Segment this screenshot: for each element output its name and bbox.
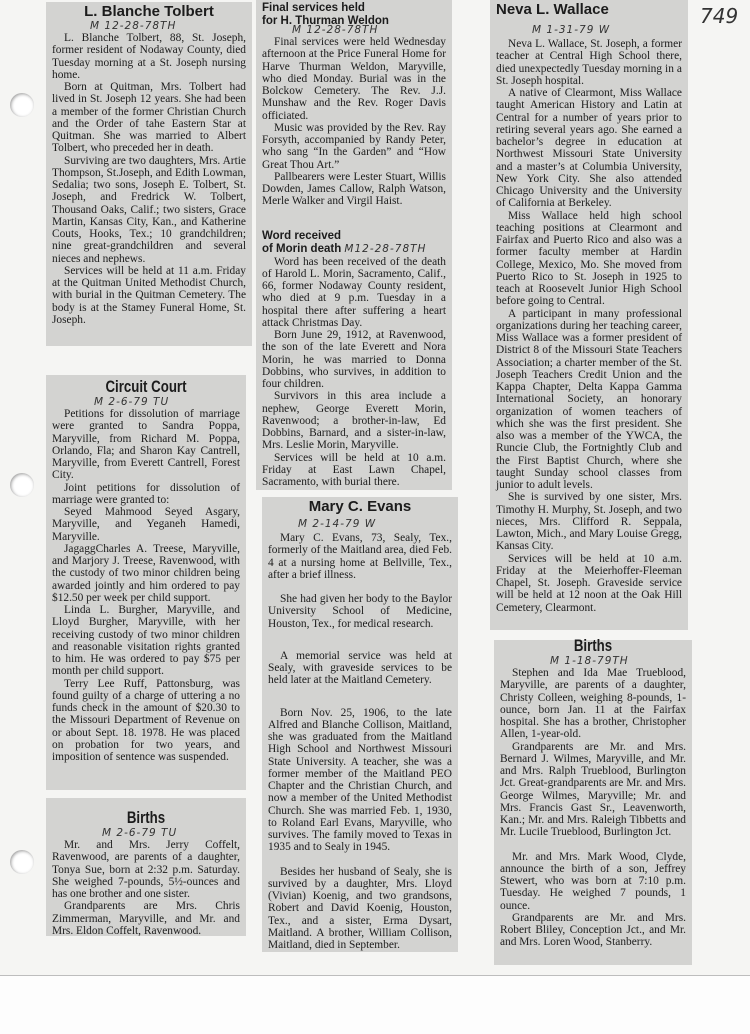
- paragraph: Born June 29, 1912, at Ravenwood, the son of the late Everett and Nora Morin, he was married to Donna Dobbins, who survives, in addition to four children.: [262, 329, 446, 390]
- paragraph: Final services were held Wednesday afternoon at the Price Funeral Home for Harve Thurman Weldon, Maryville, who died Monday. Burial was in the Bolckow Cemetery. The Rev. J.J. Munshaw and the Rev. Roger Davis officiated.: [262, 36, 446, 122]
- paragraph: Mr. and Mrs. Mark Wood, Clyde, announce the birth of a son, Jeffrey Stewert, who was born at 7:10 p.m. Tuesday. He weighed 7 pounds, 1 ounce.: [500, 850, 686, 912]
- paragraph: Pallbearers were Lester Stuart, Willis Dowden, James Callow, Ralph Watson, Merle Walker and Virgil Haist.: [262, 170, 446, 208]
- paragraph: Services will be held at 10 a.m. Friday at the Meierhoffer-Fleeman Chapel, St. Joseph. Graveside service will be held at 12 noon at the Oak Hill Cemetery, Clearmont.: [496, 552, 682, 614]
- paragraph: Services will be held at 10 a.m. Friday at East Lawn Chapel, Sacramento, with burial there.: [262, 451, 446, 488]
- paragraph: Grandparents are Mr. and Mrs. Robert Bliley, Conception Jct., and Mr. and Mrs. Loren Wood, Stanberry.: [500, 911, 686, 949]
- paragraph: Mary C. Evans, 73, Sealy, Tex., formerly of the Maitland area, died Feb. 4 at a nursing home at Bellville, Tex., after a brief illness.: [268, 532, 452, 581]
- clipping-circuit-court: [46, 375, 246, 790]
- paragraph: Seyed Mahmood Seyed Asgary, Maryville, and Yeganeh Hamedi, Maryville.: [52, 506, 240, 543]
- heading-line: of Morin death: [262, 242, 342, 255]
- clipping-heading: Circuit Court: [105, 377, 187, 396]
- paragraph: Besides her husband of Sealy, she is survived by a daughter, Mrs. Lloyd (Vivian) Koenig, and two grandsons, Robert and David Koenig, Houston, Tex., and a sister, Erma Dysart, Maitland. A brother, William Collison, Maitland, died in September.: [268, 865, 452, 951]
- paragraph: Survivors in this area include a nephew, George Everett Morin, Ravenwood; a brother-in-law, Ed Dobbins, Barnard, and a sister-in-law, Mrs. Leslie Morin, Maryville.: [262, 390, 446, 452]
- paragraph: Terry Lee Ruff, Pattonsburg, was found guilty of a charge of uttering a no funds check in the amount of $20.30 to the Missouri Department of Revenue on or about Sept. 18. 1978. He was placed on probation for two years, and imposition of sentence was suspended.: [52, 677, 240, 763]
- clipping-heading: L. Blanche Tolbert: [84, 3, 214, 20]
- paragraph: Music was provided by the Rev. Ray Forsyth, accompanied by Randy Peter, who sang “In the Garden” and “How Great Thou Art.”: [262, 121, 446, 171]
- clipping-heading: Mary C. Evans: [308, 498, 412, 515]
- paragraph: A participant in many professional organizations during her teaching career, Miss Wallace was a former president of District 8 of the Missouri State Teachers Association; a charter member of the St. Joseph Teachers Credit Union and the Kappa Chapter, Delta Kappa Gamma International Society, an honorary organization of women teachers of which she was the first president. She also was a member of the YWCA, the Runcie Club, the Fortnightly Club and the First Baptist Church, where she taught Sunday school classes from junior to adult levels.: [496, 307, 682, 491]
- clipping-births-coffelt: [46, 798, 246, 936]
- paragraph: Born at Quitman, Mrs. Tolbert had lived in St. Joseph 12 years. She had been a member of the former Christian Church and the Order of tahe Eastern Star at Quitman. She was married to Albert Tolbert, who preceded her in death.: [52, 81, 246, 155]
- punch-hole: [10, 850, 34, 874]
- scan-bottom-edge: [0, 975, 750, 1034]
- handwritten-date-note: M 1-18-79TH: [550, 655, 629, 667]
- paragraph: Mr. and Mrs. Jerry Coffelt, Ravenwood, are parents of a daughter, Tonya Sue, born at 2:32 p.m. Saturday. She weighed 7-pounds, 5½-ounces and has one brother and one sister.: [52, 839, 240, 900]
- heading-line: Word received: [262, 229, 342, 242]
- clipping-weldon-morin: [256, 0, 452, 490]
- heading-line: for H. Thurman Weldon: [262, 15, 389, 27]
- paragraph: Services will be held at 11 a.m. Friday at the Quitman United Methodist Church, with burial in the Quitman Cemetery. The body is at the Stamey Funeral Home, St. Joseph.: [52, 264, 246, 326]
- punch-hole: [10, 473, 34, 497]
- paragraph: Grandparents are Mrs. Chris Zimmerman, Maryville, and Mr. and Mrs. Eldon Coffelt, Ravenwood.: [52, 900, 240, 937]
- heading-line: Final services held: [262, 2, 365, 14]
- clipping-births-trueblood-wood: [494, 636, 692, 965]
- clipping-heading: Births: [126, 808, 166, 827]
- paragraph: L. Blanche Tolbert, 88, St. Joseph, former resident of Nodaway County, died Tuesday morning at a St. Joseph nursing home.: [52, 32, 246, 81]
- paragraph: Born Nov. 25, 1906, to the late Alfred and Blanche Collison, Maitland, she was graduated from the Maitland High School and Northwest Missouri State University. A teacher, she was a former member of the Maitland PEO Chapter and the Christian Church, and now a member of the United Methodist Church. She was married Feb. 1, 1930, to Roland Earl Evans, Maryville, who survives. The family moved to Texas in 1935 and to Sealy in 1945.: [268, 706, 452, 854]
- paragraph: Stephen and Ida Mae Trueblood, Maryville, are parents of a daughter, Christy Colleen, weighing 8-pounds, 1-ounce, born Jan. 11 at the Fairfax hospital. She has a brother, Christopher Allen, 1-year-old.: [500, 667, 686, 741]
- paragraph: Miss Wallace held high school teaching positions at Clearmont and Fairfax and Puerto Rico and also was a former faculty member at Hardin College, Mexico, Mo. She moved from Puerto Rico to St. Joseph in 1925 to teach at Roosevelt Junior High School before going to Central.: [496, 209, 682, 308]
- paragraph: Surviving are two daughters, Mrs. Artie Thompson, St.Joseph, and Edith Lowman, Sedalia; two sons, Joseph E. Tolbert, St. Joseph, and Fredrick W. Tolbert, Thousand Oaks, Calif.; two sisters, Grace Martin, Kansas City, Kan., and Katherine Couts, Hooks, Tex.; 10 grandchildren; nine great-grandchildren and several nieces and nephews.: [52, 154, 246, 265]
- clipping-heading: Neva L. Wallace: [496, 1, 609, 18]
- paragraph: Neva L. Wallace, St. Joseph, a former teacher at Central High School there, died unexpectedly Tuesday morning in a St. Joseph hospital.: [496, 38, 682, 87]
- clipping-heading: Births: [573, 636, 613, 655]
- clipping-heading: [262, 230, 446, 256]
- handwritten-date-note: M 2-6-79 TU: [102, 827, 178, 839]
- handwritten-date-note: M 2-14-79 W: [298, 518, 377, 530]
- handwritten-date-note: M 2-6-79 TU: [94, 396, 170, 408]
- handwritten-date-note: M 12-28-78TH: [90, 20, 177, 32]
- paragraph: Grandparents are Mr. and Mrs. Bernard J. Wilmes, Maryville, and Mr. and Mrs. Ralph Trueblood, Burlington Jct. Great-grandparents are Mr. and Mrs. George Wilmes, Maryville; Mr. and Mrs. Francis Gast Sr., Leavenworth, Kan.; Mr. and Mrs. Raleigh Tibbetts and Mr. Lucile Trueblood, Burlington Jct.: [500, 740, 686, 839]
- handwritten-date-note: M 1-31-79 W: [532, 24, 611, 36]
- handwritten-date-note: M 12-28-78TH: [292, 24, 379, 36]
- paragraph: Word has been received of the death of Harold L. Morin, Sacramento, Calif., 66, former Nodaway County resident, who died at 9 p.m. Tuesday in a hospital there after suffering a heart attack Christmas Day.: [262, 255, 446, 329]
- paragraph: Linda L. Burgher, Maryville, and Lloyd Burgher, Maryville, with her receiving custody of two minor children and reasonable visitation rights granted to him. He was ordered to pay $75 per month per child support.: [52, 604, 240, 678]
- punch-hole: [10, 93, 34, 117]
- page-number: 749: [700, 4, 739, 28]
- clipping-wallace-obituary: [490, 0, 688, 630]
- paragraph: JagaggCharles A. Treese, Maryville, and Marjory J. Treese, Ravenwood, with the custody of two minor children being awarded jointly and him ordered to pay $12.50 per week per child support.: [52, 542, 240, 604]
- paragraph: A native of Clearmont, Miss Wallace taught American History and Latin at Central for a number of years prior to retiring several years ago. She earned a bachelor’s degree in education at Northwest Missouri State University and a master’s at Columbia University, New York City. She also attended Chicago University and the University of California at Berkeley.: [496, 87, 682, 210]
- handwritten-date-note: M12-28-78TH: [344, 242, 427, 255]
- paragraph: Petitions for dissolution of marriage were granted to Sandra Poppa, Maryville, from Richard M. Poppa, Orlando, Fla; and Sharon Kay Cantrell, Maryville, from Everett Cantrell, Forest City.: [52, 408, 240, 482]
- paragraph: She is survived by one sister, Mrs. Timothy H. Murphy, St. Joseph, and two nieces, Mrs. Clifford R. Seppala, Lawton, Mich., and Mary Louise Gregg, Kansas City.: [496, 491, 682, 553]
- clipping-tolbert-obituary: [46, 2, 252, 346]
- paragraph: A memorial service was held at Sealy, with graveside services to be held later at the Maitland Cemetery.: [268, 649, 452, 687]
- paragraph: Joint petitions for dissolution of marriage were granted to:: [52, 481, 240, 506]
- clipping-evans-obituary: [262, 497, 458, 952]
- paragraph: She had given her body to the Baylor University School of Medicine, Houston, Tex., for medical research.: [268, 593, 452, 630]
